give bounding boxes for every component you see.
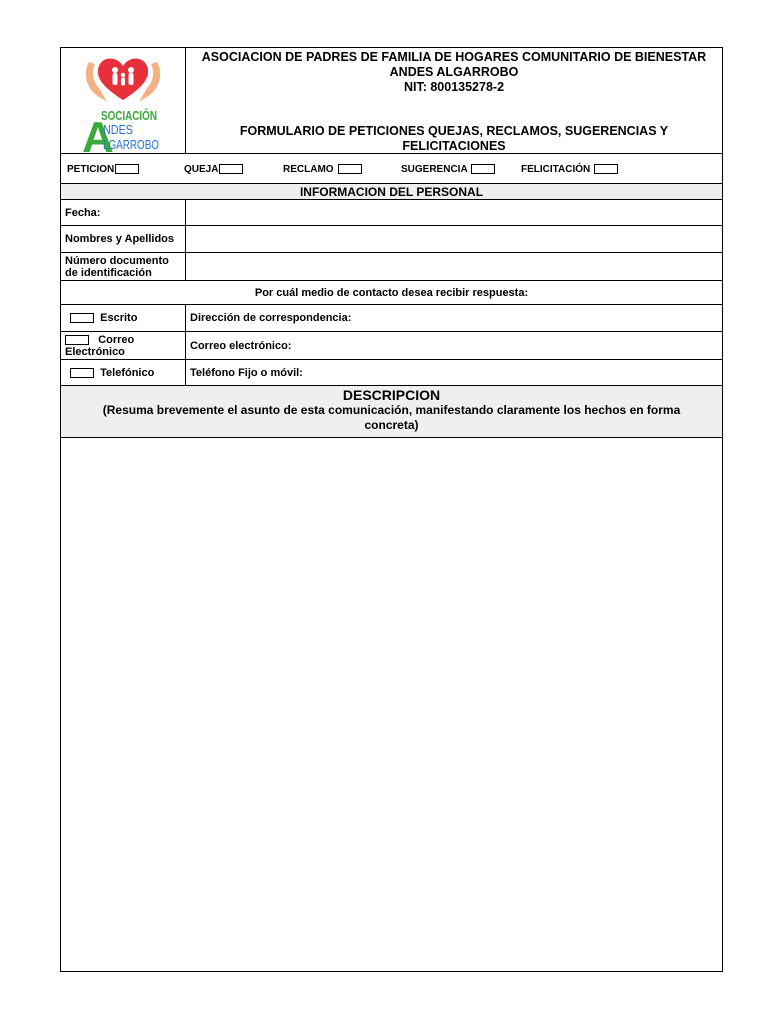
telefono-checkbox[interactable]	[70, 368, 94, 378]
logo-cell	[61, 48, 186, 153]
logo-letter: A	[82, 113, 114, 152]
type-sugerencia-checkbox[interactable]	[471, 164, 495, 174]
telefonico-label: Telefónico	[100, 366, 155, 379]
type-reclamo-checkbox[interactable]	[338, 164, 362, 174]
type-queja[interactable]	[184, 154, 243, 184]
escrito-row	[61, 305, 722, 332]
correo-label-line2: Electrónico	[65, 345, 125, 358]
form-title-line2: FELICITACIONES	[402, 139, 506, 153]
nit: NIT: 800135278-2	[403, 80, 505, 94]
documento-row	[61, 253, 722, 281]
type-peticion[interactable]	[67, 154, 139, 184]
title-cell	[186, 48, 722, 153]
form-title-line1: FORMULARIO DE PETICIONES QUEJAS, RECLAMOS, SUGERENCIAS Y	[239, 124, 669, 138]
type-queja-label: QUEJA	[184, 163, 219, 175]
nombres-row	[61, 226, 722, 253]
documento-input[interactable]	[186, 253, 722, 280]
form-title	[186, 124, 722, 154]
description-subtitle: (Resuma brevemente el asunto de esta comunicación, manifestando claramente los hechos en forma concreta)	[102, 403, 681, 432]
telefono-label: Teléfono Fijo o móvil:	[190, 366, 303, 379]
type-sugerencia[interactable]	[401, 154, 495, 184]
correo-label-line1: Correo	[98, 333, 135, 346]
escrito-label: Escrito	[100, 312, 138, 324]
correo-checkbox[interactable]	[65, 335, 89, 345]
type-queja-checkbox[interactable]	[219, 164, 243, 174]
nombres-label: Nombres y Apellidos	[61, 226, 186, 252]
direccion-field[interactable]	[186, 305, 722, 331]
logo-line1: SOCIACIÓN	[101, 108, 157, 123]
telefono-option[interactable]	[61, 360, 186, 385]
description-textarea[interactable]	[61, 438, 722, 971]
escrito-option[interactable]	[61, 305, 186, 331]
organization-name	[186, 50, 722, 95]
type-felicitacion[interactable]	[521, 154, 618, 184]
type-peticion-checkbox[interactable]	[115, 164, 139, 174]
documento-label-line2: de identificación	[65, 266, 152, 279]
telefono-field[interactable]	[186, 360, 722, 385]
nombres-input[interactable]	[186, 226, 722, 252]
contact-question: Por cuál medio de contacto desea recibir respuesta:	[61, 281, 722, 305]
pqrsf-form	[60, 47, 723, 972]
type-peticion-label: PETICION	[67, 163, 115, 175]
fecha-input[interactable]	[186, 200, 722, 225]
org-line1: ASOCIACION DE PADRES DE FAMILIA DE HOGARES COMUNITARIO DE BIENESTAR	[201, 50, 707, 64]
documento-label	[61, 253, 186, 280]
personal-info-title: INFORMACION DEL PERSONAL	[61, 184, 722, 200]
type-sugerencia-label: SUGERENCIA	[401, 163, 468, 175]
description-title: DESCRIPCION	[342, 387, 441, 403]
correo-electronico-label: Correo electrónico:	[190, 339, 292, 352]
correo-field[interactable]	[186, 332, 722, 359]
type-felicitacion-label: FELICITACIÓN	[521, 163, 591, 175]
telefono-row	[61, 360, 722, 386]
fecha-row	[61, 200, 722, 226]
form-header	[61, 48, 722, 154]
escrito-checkbox[interactable]	[70, 313, 94, 323]
org-line2: ANDES ALGARROBO	[389, 65, 519, 79]
logo-line3: LGARROBO	[103, 137, 159, 152]
association-logo	[61, 48, 185, 152]
request-type-row	[61, 154, 722, 184]
correo-row	[61, 332, 722, 360]
logo-line2: NDES	[103, 122, 134, 137]
type-reclamo-label: RECLAMO	[283, 163, 334, 175]
type-reclamo[interactable]	[283, 154, 362, 184]
documento-label-line1: Número documento	[65, 254, 169, 267]
fecha-label: Fecha:	[61, 200, 186, 225]
description-header	[61, 386, 722, 438]
type-felicitacion-checkbox[interactable]	[594, 164, 618, 174]
direccion-label: Dirección de correspondencia:	[190, 312, 352, 324]
correo-option[interactable]	[61, 332, 186, 359]
